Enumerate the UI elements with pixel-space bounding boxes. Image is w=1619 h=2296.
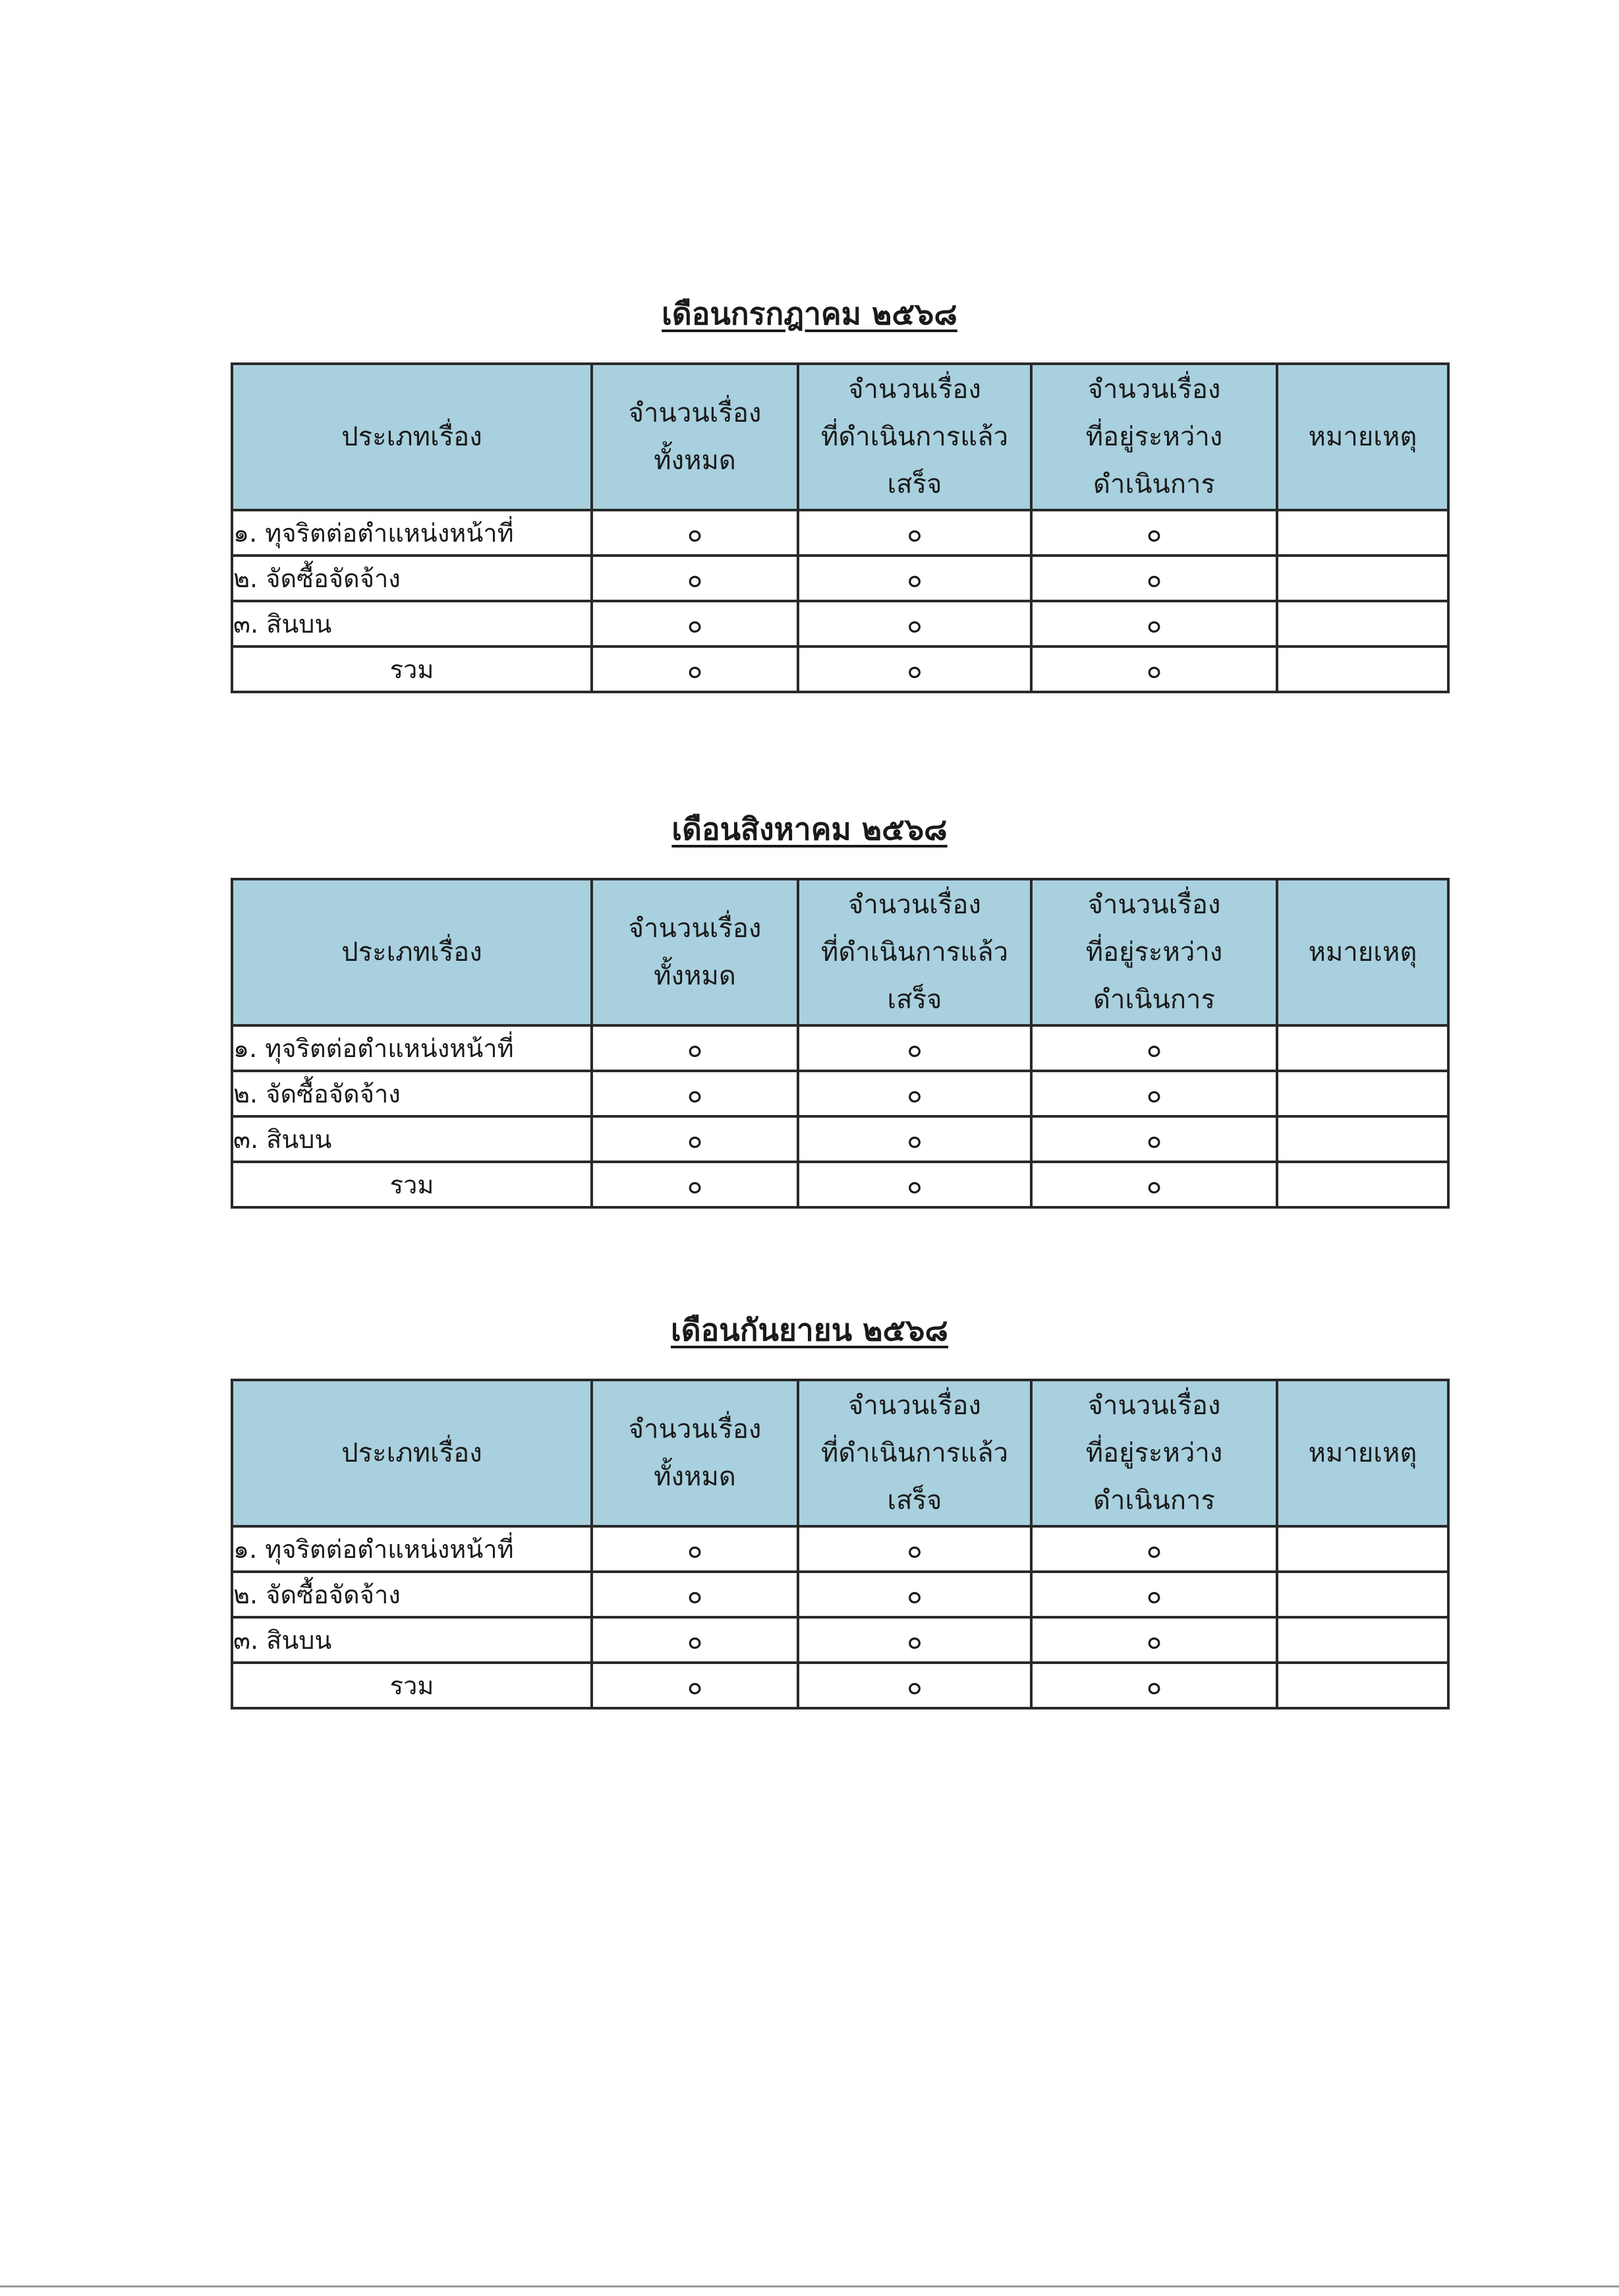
row-completed: ๐ <box>798 1116 1031 1162</box>
header-type <box>232 364 592 510</box>
header-completed-line: จำนวนเรื่อง <box>848 890 981 920</box>
header-total <box>592 364 798 510</box>
header-remark-label: หมายเหตุ <box>1308 422 1417 452</box>
row-total: ๐ <box>592 1617 798 1663</box>
row-total: ๐ <box>592 510 798 556</box>
header-in-progress-line: ที่อยู่ระหว่าง <box>1085 937 1223 967</box>
total-label: รวม <box>232 1663 592 1708</box>
row-completed: ๐ <box>798 1025 1031 1071</box>
header-completed <box>798 1380 1031 1526</box>
row-total: ๐ <box>592 1025 798 1071</box>
table-row <box>232 556 1448 601</box>
row-remark <box>1277 1025 1448 1071</box>
row-remark <box>1277 601 1448 646</box>
sum-remark <box>1277 1162 1448 1207</box>
row-completed: ๐ <box>798 1071 1031 1116</box>
sum-total: ๐ <box>592 1162 798 1207</box>
header-type <box>232 879 592 1025</box>
header-in-progress-line: ที่อยู่ระหว่าง <box>1085 422 1223 452</box>
header-total-line: ทั้งหมด <box>654 445 736 476</box>
sum-in-progress: ๐ <box>1031 1162 1277 1207</box>
sum-in-progress: ๐ <box>1031 646 1277 692</box>
sum-in-progress: ๐ <box>1031 1663 1277 1708</box>
header-in-progress-line: จำนวนเรื่อง <box>1087 374 1221 405</box>
table-total-row <box>232 1663 1448 1708</box>
header-in-progress <box>1031 364 1277 510</box>
header-completed <box>798 364 1031 510</box>
row-total: ๐ <box>592 1116 798 1162</box>
row-in-progress: ๐ <box>1031 601 1277 646</box>
section-title: เดือนกรกฎาคม ๒๕๖๘ <box>662 296 957 331</box>
row-label: ๑. ทุจริตต่อตำแหน่งหน้าที่ <box>232 1526 592 1572</box>
header-total-line: จำนวนเรื่อง <box>628 1414 762 1445</box>
table-row <box>232 510 1448 556</box>
table-header-row <box>232 364 1448 510</box>
header-completed-line: จำนวนเรื่อง <box>848 1391 981 1421</box>
header-in-progress-line: ดำเนินการ <box>1093 469 1215 500</box>
table-header-row <box>232 879 1448 1025</box>
row-in-progress: ๐ <box>1031 1116 1277 1162</box>
header-completed-line: ที่ดำเนินการแล้วเสร็จ <box>820 937 1009 1015</box>
header-remark <box>1277 879 1448 1025</box>
row-completed: ๐ <box>798 1617 1031 1663</box>
header-remark-label: หมายเหตุ <box>1308 937 1417 967</box>
header-total-line: จำนวนเรื่อง <box>628 913 762 944</box>
row-label: ๓. สินบน <box>232 1617 592 1663</box>
row-in-progress: ๐ <box>1031 1572 1277 1617</box>
sum-remark <box>1277 1663 1448 1708</box>
header-in-progress-line: จำนวนเรื่อง <box>1087 1391 1221 1421</box>
header-type-label: ประเภทเรื่อง <box>341 937 482 967</box>
report-table <box>231 362 1450 693</box>
header-remark <box>1277 364 1448 510</box>
header-completed-line: จำนวนเรื่อง <box>848 374 981 405</box>
row-in-progress: ๐ <box>1031 510 1277 556</box>
row-total: ๐ <box>592 556 798 601</box>
header-total-line: ทั้งหมด <box>654 1462 736 1492</box>
table-row <box>232 1071 1448 1116</box>
row-label: ๑. ทุจริตต่อตำแหน่งหน้าที่ <box>232 510 592 556</box>
sum-remark <box>1277 646 1448 692</box>
sum-completed: ๐ <box>798 646 1031 692</box>
row-label: ๑. ทุจริตต่อตำแหน่งหน้าที่ <box>232 1025 592 1071</box>
section-title: เดือนกันยายน ๒๕๖๘ <box>671 1312 948 1348</box>
total-label: รวม <box>232 646 592 692</box>
header-in-progress-line: ดำเนินการ <box>1093 1485 1215 1516</box>
sum-total: ๐ <box>592 1663 798 1708</box>
row-completed: ๐ <box>798 556 1031 601</box>
row-label: ๒. จัดซื้อจัดจ้าง <box>232 556 592 601</box>
header-completed-line: ที่ดำเนินการแล้วเสร็จ <box>820 422 1009 500</box>
row-remark <box>1277 1071 1448 1116</box>
row-in-progress: ๐ <box>1031 556 1277 601</box>
row-in-progress: ๐ <box>1031 1617 1277 1663</box>
report-table <box>231 1379 1450 1709</box>
sum-completed: ๐ <box>798 1162 1031 1207</box>
header-remark-label: หมายเหตุ <box>1308 1438 1417 1468</box>
scan-edge-divider <box>0 2285 1619 2287</box>
table-row <box>232 1617 1448 1663</box>
row-total: ๐ <box>592 1071 798 1116</box>
table-row <box>232 1025 1448 1071</box>
table-header-row <box>232 1380 1448 1526</box>
header-total <box>592 879 798 1025</box>
header-type <box>232 1380 592 1526</box>
header-completed <box>798 879 1031 1025</box>
table-total-row <box>232 646 1448 692</box>
row-remark <box>1277 1116 1448 1162</box>
row-remark <box>1277 510 1448 556</box>
row-in-progress: ๐ <box>1031 1025 1277 1071</box>
row-remark <box>1277 1572 1448 1617</box>
table-row <box>232 1572 1448 1617</box>
row-remark <box>1277 556 1448 601</box>
header-type-label: ประเภทเรื่อง <box>341 422 482 452</box>
row-remark <box>1277 1617 1448 1663</box>
header-in-progress <box>1031 1380 1277 1526</box>
table-row <box>232 1526 1448 1572</box>
table-row <box>232 1116 1448 1162</box>
header-total-line: ทั้งหมด <box>654 961 736 991</box>
row-label: ๓. สินบน <box>232 1116 592 1162</box>
total-label: รวม <box>232 1162 592 1207</box>
header-total-line: จำนวนเรื่อง <box>628 398 762 428</box>
row-total: ๐ <box>592 601 798 646</box>
row-in-progress: ๐ <box>1031 1071 1277 1116</box>
header-in-progress <box>1031 879 1277 1025</box>
row-total: ๐ <box>592 1526 798 1572</box>
table-row <box>232 601 1448 646</box>
row-label: ๒. จัดซื้อจัดจ้าง <box>232 1572 592 1617</box>
row-completed: ๐ <box>798 510 1031 556</box>
row-in-progress: ๐ <box>1031 1526 1277 1572</box>
header-remark <box>1277 1380 1448 1526</box>
header-total <box>592 1380 798 1526</box>
header-completed-line: ที่ดำเนินการแล้วเสร็จ <box>820 1438 1009 1516</box>
report-table <box>231 878 1450 1209</box>
sum-total: ๐ <box>592 646 798 692</box>
row-label: ๒. จัดซื้อจัดจ้าง <box>232 1071 592 1116</box>
table-total-row <box>232 1162 1448 1207</box>
header-type-label: ประเภทเรื่อง <box>341 1438 482 1468</box>
header-in-progress-line: ที่อยู่ระหว่าง <box>1085 1438 1223 1468</box>
row-completed: ๐ <box>798 1526 1031 1572</box>
section-title: เดือนสิงหาคม ๒๕๖๘ <box>671 811 948 847</box>
header-in-progress-line: จำนวนเรื่อง <box>1087 890 1221 920</box>
sum-completed: ๐ <box>798 1663 1031 1708</box>
row-label: ๓. สินบน <box>232 601 592 646</box>
row-completed: ๐ <box>798 1572 1031 1617</box>
row-total: ๐ <box>592 1572 798 1617</box>
header-in-progress-line: ดำเนินการ <box>1093 985 1215 1015</box>
row-completed: ๐ <box>798 601 1031 646</box>
row-remark <box>1277 1526 1448 1572</box>
